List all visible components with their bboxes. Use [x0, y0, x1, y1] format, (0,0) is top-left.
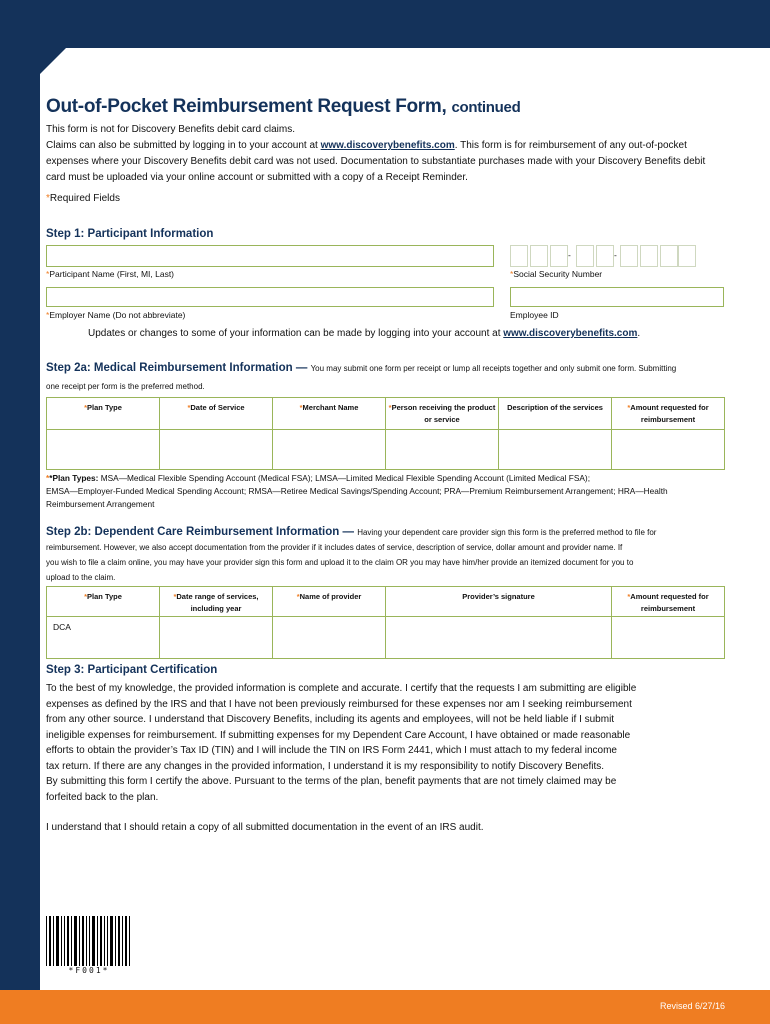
dependent-care-table — [46, 586, 725, 659]
table-header-row — [47, 587, 725, 617]
plan-type-cell: DCA — [47, 617, 160, 659]
provider-signature-cell[interactable] — [386, 617, 612, 659]
form-page — [40, 48, 770, 990]
intro-debit-note: This form is not for Discovery Benefits debit card claims. — [46, 124, 295, 135]
date-of-service-cell[interactable] — [160, 430, 273, 470]
col-plan-type: *Plan Type — [47, 398, 160, 430]
participant-name-field[interactable] — [46, 245, 494, 267]
col-provider-signature: Provider’s signature — [386, 587, 612, 617]
plan-types-legend: **Plan Types: MSA—Medical Flexible Spending Account (Medical FSA); LMSA—Limited Medical Flexible Spending Account (Limited Medical FSA); EMSA—Employer-Funded Medical Spending Account; RMSA—Retiree Medical Savings/Spending Account; PRA—Premium Reimbursement Arrangement; HRA—Health Reimbursement Arrangement — [46, 473, 668, 509]
revised-date: Revised 6/27/16 — [659, 1001, 725, 1011]
certification-text: To the best of my knowledge, the provided information is complete and accurate. I certify that the requests I am submitting are eligible expenses as defined by the IRS and that I have not been previously reimbursed for these expenses nor am I seeking reimbursement from any other source. I understand that Discovery Benefits, including its agents and employees, will not be held liable if I submit ineligible expenses for reimbursement. If submitting expenses for my Dependent Care Account, I have obtained or made reasonable efforts to obtain the provider’s Tax ID (TIN) and I will include the TIN on IRS Form 2441, which I must attach to my federal income tax return. If there are any changes in the provided information, I understand it is my responsibility to notify Discovery Benefits. By submitting this form I certify the above. Pursuant to the terms of the plan, benefit payments that are not timely claimed may be forfeited back to the plan. — [46, 683, 637, 803]
employee-id-label: Employee ID — [510, 310, 559, 320]
col-provider-name: *Name of provider — [273, 587, 386, 617]
step2b-heading: Step 2b: Dependent Care Reimbursement Information — Having your dependent care provider sign this form is the preferred method to file for — [46, 526, 657, 538]
website-link[interactable]: www.discoverybenefits.com — [503, 328, 638, 339]
employer-name-label: *Employer Name (Do not abbreviate) — [46, 310, 186, 320]
ssn-dash: - — [568, 250, 571, 260]
step2a-note: one receipt per form is the preferred method. — [46, 382, 205, 391]
website-link[interactable]: www.discoverybenefits.com — [320, 140, 455, 151]
person-receiving-cell[interactable] — [386, 430, 499, 470]
retain-copy-note: I understand that I should retain a copy of all submitted documentation in the event of an IRS audit. — [46, 822, 484, 833]
intro-paragraph: Claims can also be submitted by logging in to your account at www.discoverybenefits.com. This form is for reimbursement of any out-of-pocket expenses where your Discovery Benefits debit card was not used. Documentation to substantiate purchases made with your Discovery Benefits debit card must be uploaded via your online account or submitted with a copy of a Receipt Reminder. — [46, 140, 706, 183]
table-header-row — [47, 398, 725, 430]
merchant-name-cell[interactable] — [273, 430, 386, 470]
participant-name-label: *Participant Name (First, MI, Last) — [46, 269, 175, 279]
barcode — [46, 916, 132, 966]
employee-id-field[interactable] — [510, 287, 724, 307]
col-merchant-name: *Merchant Name — [273, 398, 386, 430]
ssn-dash: - — [614, 250, 617, 260]
provider-name-cell[interactable] — [273, 617, 386, 659]
amount-cell[interactable] — [612, 430, 725, 470]
col-plan-type: *Plan Type — [47, 587, 160, 617]
description-cell[interactable] — [499, 430, 612, 470]
col-amount: *Amount requested for reimbursement — [612, 398, 725, 430]
footer-bar — [0, 990, 770, 1024]
required-fields-note: *Required Fields — [46, 193, 120, 204]
updates-note: Updates or changes to some of your information can be made by logging into your account at www.discoverybenefits.com. — [88, 328, 641, 339]
amount-cell[interactable] — [612, 617, 725, 659]
employer-name-field[interactable] — [46, 287, 494, 307]
step2b-note: reimbursement. However, we also accept documentation from the provider if it includes dates of service, description of service, dollar amount and provider name. If you wish to file a claim online, you may have your provider sign this form and upload it to the claim OR you may have him/her provide an itemized document for you to upload to the claim. — [46, 543, 634, 582]
step3-heading: Step 3: Participant Certification — [46, 664, 218, 676]
table-row — [47, 430, 725, 470]
page-title: Out-of-Pocket Reimbursement Request Form, continued — [46, 96, 521, 117]
plan-type-cell[interactable] — [47, 430, 160, 470]
ssn-label: *Social Security Number — [510, 269, 603, 279]
date-range-cell[interactable] — [160, 617, 273, 659]
col-date-of-service: *Date of Service — [160, 398, 273, 430]
step1-heading: Step 1: Participant Information — [46, 228, 214, 240]
col-date-range: *Date range of services, including year — [160, 587, 273, 617]
step2a-heading: Step 2a: Medical Reimbursement Information — You may submit one form per receipt or lump all receipts together and only submit one form. Submitting — [46, 362, 677, 374]
col-person-receiving: *Person receiving the product or service — [386, 398, 499, 430]
page-fold-corner — [40, 48, 66, 74]
table-row — [47, 617, 725, 659]
col-description: Description of the services — [499, 398, 612, 430]
col-amount: *Amount requested for reimbursement — [612, 587, 725, 617]
barcode-text: *F001* — [68, 966, 110, 975]
medical-table — [46, 397, 725, 470]
